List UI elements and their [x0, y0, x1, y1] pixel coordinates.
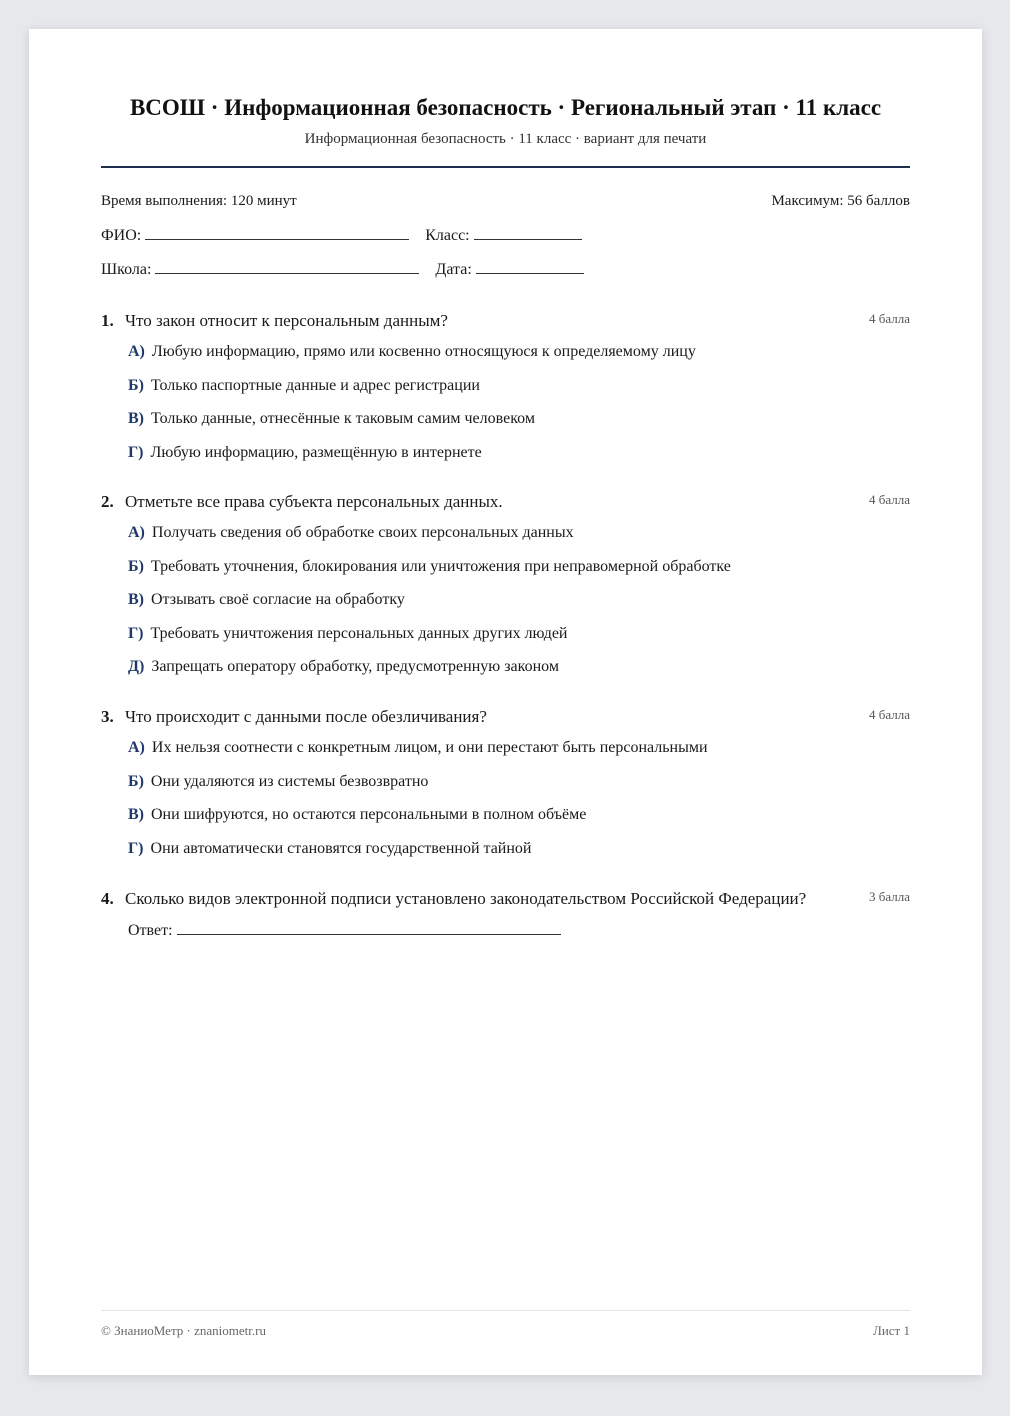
option-letter: Б)	[128, 772, 144, 790]
question-1	[101, 311, 910, 477]
option-letter: А)	[128, 739, 145, 756]
question-header	[101, 492, 910, 512]
max-score: Максимум: 56 баллов	[771, 193, 910, 209]
option-letter: Б)	[128, 557, 144, 575]
option-text: Требовать уточнения, блокирования или уничтожения при неправомерной обработке	[150, 557, 731, 575]
option-text: Они удаляются из системы безвозвратно	[150, 772, 429, 790]
option-text: Требовать уничтожения персональных данных других людей	[150, 624, 568, 642]
option-letter: Б)	[128, 376, 144, 394]
time-limit: Время выполнения: 120 минут	[101, 193, 297, 209]
date-label: Дата:	[435, 261, 472, 278]
fio-label: ФИО:	[101, 227, 142, 244]
school-input-line[interactable]	[155, 259, 419, 274]
option-text: Получать сведения об обработке своих персональных данных	[151, 524, 574, 541]
fields-row-1	[101, 225, 582, 245]
option-a[interactable]	[128, 524, 910, 558]
question-text: Что происходит с данными после обезличивания?	[125, 707, 487, 726]
question-number: 1.	[101, 311, 114, 330]
footer-divider	[101, 1310, 910, 1311]
option-b[interactable]	[128, 558, 910, 592]
option-e[interactable]	[128, 658, 910, 692]
option-text: Любую информацию, размещённую в интернете	[150, 443, 482, 461]
option-text: Отзывать своё согласие на обработку	[151, 591, 405, 609]
option-letter: Г)	[128, 443, 144, 461]
question-3	[101, 707, 910, 873]
option-letter: А)	[128, 524, 145, 541]
school-label: Школа:	[101, 261, 152, 278]
question-number: 2.	[101, 492, 114, 511]
question-points: 4 балла	[869, 311, 910, 326]
header-divider	[101, 166, 910, 168]
options-list	[101, 343, 910, 477]
option-text: Их нельзя соотнести с конкретным лицом, и они перестают быть персональными	[151, 739, 708, 756]
option-text: Они шифруются, но остаются персональными в полном объёме	[151, 806, 587, 824]
options-list	[101, 739, 910, 873]
option-c[interactable]	[128, 591, 910, 625]
answer-row	[101, 920, 910, 940]
question-header	[101, 707, 910, 727]
question-text: Что закон относит к персональным данным?	[125, 311, 448, 330]
page-title: ВСОШ · Информационная безопасность · Региональный этап · 11 класс	[129, 95, 882, 120]
option-letter: В)	[128, 591, 144, 609]
option-c[interactable]	[128, 410, 910, 444]
question-header	[101, 889, 910, 909]
exam-sheet	[29, 29, 982, 1375]
option-d[interactable]	[128, 840, 910, 874]
question-text: Сколько видов электронной подписи установлено законодательством Российской Федерации?	[125, 889, 807, 908]
option-letter: Г)	[128, 624, 144, 642]
footer-page-number: Лист 1	[873, 1323, 910, 1338]
option-d[interactable]	[128, 444, 910, 478]
question-2	[101, 492, 910, 692]
date-input-line[interactable]	[476, 259, 584, 274]
footer-copyright: © ЗнаниоМетр · znaniometr.ru	[101, 1323, 266, 1338]
question-header	[101, 311, 910, 331]
class-input-line[interactable]	[474, 225, 582, 240]
option-text: Запрещать оператору обработку, предусмотренную законом	[151, 658, 559, 676]
option-d[interactable]	[128, 625, 910, 659]
question-number: 3.	[101, 707, 114, 726]
fio-input-line[interactable]	[145, 225, 409, 240]
option-letter: В)	[128, 806, 144, 824]
question-points: 4 балла	[869, 707, 910, 722]
answer-input-line[interactable]	[177, 920, 561, 935]
question-4	[101, 889, 910, 940]
class-field	[425, 225, 581, 245]
option-letter: Г)	[128, 839, 144, 857]
option-b[interactable]	[128, 773, 910, 807]
fio-field	[101, 225, 409, 245]
school-field	[101, 259, 419, 279]
option-a[interactable]	[128, 739, 910, 773]
options-list	[101, 524, 910, 692]
answer-label: Ответ:	[128, 922, 173, 939]
fields-row-2	[101, 259, 584, 279]
option-text: Любую информацию, прямо или косвенно относящуюся к определяемому лицу	[151, 343, 696, 360]
sheet-content	[101, 29, 910, 1375]
option-letter: А)	[128, 343, 145, 360]
question-number: 4.	[101, 889, 114, 908]
question-points: 3 балла	[869, 889, 910, 904]
option-text: Они автоматически становятся государственной тайной	[150, 839, 532, 857]
page-subtitle: Информационная безопасность · 11 класс · вариант для печати	[304, 131, 707, 147]
class-label: Класс:	[425, 227, 470, 244]
option-letter: Д)	[128, 658, 145, 676]
option-letter: В)	[128, 410, 144, 428]
option-text: Только данные, отнесённые к таковым самим человеком	[151, 410, 535, 428]
option-text: Только паспортные данные и адрес регистрации	[150, 376, 480, 394]
option-b[interactable]	[128, 377, 910, 411]
question-text: Отметьте все права субъекта персональных данных.	[125, 492, 503, 511]
option-c[interactable]	[128, 806, 910, 840]
option-a[interactable]	[128, 343, 910, 377]
question-points: 4 балла	[869, 492, 910, 507]
date-field	[435, 259, 583, 279]
